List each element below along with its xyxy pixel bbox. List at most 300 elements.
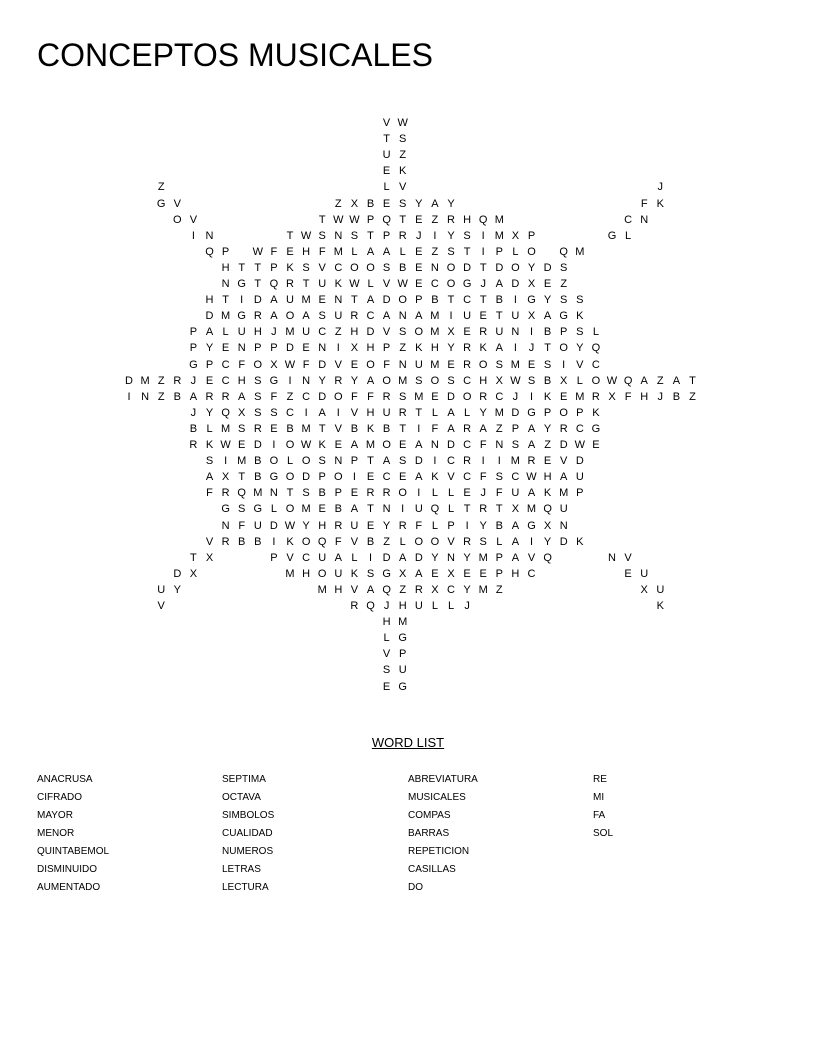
grid-letter: K	[334, 278, 342, 290]
grid-letter: D	[495, 261, 504, 274]
grid-letter: E	[382, 165, 391, 178]
grid-letter: C	[334, 261, 343, 274]
grid-letter: G	[607, 229, 617, 242]
grid-letter: M	[510, 455, 520, 468]
grid-letter: G	[237, 278, 246, 290]
grid-letter: X	[270, 358, 278, 371]
grid-letter: D	[447, 390, 455, 403]
grid-letter: I	[481, 229, 485, 242]
grid-letter: V	[205, 535, 214, 548]
grid-letter: Q	[205, 245, 214, 258]
grid-letter: R	[463, 422, 472, 435]
grid-letter: T	[463, 245, 471, 258]
grid-letter: G	[462, 278, 472, 290]
grid-letter: P	[576, 487, 584, 500]
grid-letter: E	[205, 374, 214, 387]
grid-letter: Q	[366, 600, 375, 612]
grid-letter: A	[511, 551, 520, 564]
grid-letter: Y	[479, 519, 487, 532]
grid-letter: R	[253, 310, 262, 323]
grid-letter: U	[382, 149, 391, 162]
grid-letter: U	[318, 551, 327, 564]
grid-letter: N	[430, 261, 439, 274]
grid-letter: X	[447, 567, 455, 580]
grid-letter: T	[383, 133, 390, 146]
grid-letter: S	[254, 374, 262, 387]
grid-letter: D	[253, 294, 262, 307]
word-item: MUSICALES	[408, 792, 466, 803]
grid-letter: A	[415, 439, 423, 451]
grid-letter: Q	[237, 487, 246, 500]
grid-letter: N	[334, 294, 343, 307]
grid-letter: Z	[286, 390, 294, 403]
grid-letter: C	[302, 390, 311, 403]
grid-letter: O	[446, 261, 456, 274]
word-item: SOL	[593, 828, 614, 839]
word-item: SIMBOLOS	[222, 810, 275, 821]
grid-letter: M	[575, 390, 585, 403]
grid-letter: S	[238, 503, 246, 516]
grid-letter: O	[382, 439, 391, 451]
grid-letter: Z	[157, 181, 165, 194]
grid-letter: L	[592, 326, 599, 339]
grid-letter: A	[543, 310, 552, 323]
grid-letter: E	[238, 439, 246, 451]
grid-letter: S	[382, 664, 391, 677]
grid-letter: R	[221, 535, 230, 548]
grid-letter: X	[350, 342, 359, 355]
grid-letter: S	[238, 422, 246, 435]
grid-letter: H	[302, 567, 311, 580]
grid-letter: T	[302, 278, 310, 290]
grid-letter: O	[366, 261, 375, 274]
grid-letter: E	[415, 213, 423, 226]
word-item: DO	[408, 882, 423, 893]
grid-letter: C	[624, 213, 633, 226]
grid-letter: M	[285, 567, 295, 580]
grid-letter: E	[270, 422, 278, 435]
word-item: DISMINUIDO	[37, 864, 97, 875]
grid-letter: B	[431, 294, 439, 307]
grid-letter: X	[447, 326, 455, 339]
grid-letter: W	[397, 278, 408, 290]
grid-letter: H	[543, 471, 552, 484]
grid-letter: N	[141, 390, 150, 403]
grid-letter: S	[318, 229, 326, 242]
grid-letter: R	[253, 422, 262, 435]
grid-letter: P	[560, 326, 568, 339]
grid-letter: O	[366, 358, 375, 371]
grid-letter: T	[238, 261, 246, 274]
grid-letter: P	[189, 326, 198, 339]
grid-letter: Z	[431, 213, 439, 226]
word-list-column-2	[222, 771, 274, 897]
grid-letter: D	[253, 439, 262, 451]
grid-letter: F	[640, 197, 648, 210]
grid-letter: V	[382, 117, 391, 129]
grid-letter: X	[560, 374, 568, 387]
grid-letter: C	[221, 358, 230, 371]
grid-letter: Y	[431, 551, 439, 564]
word-item: OCTAVA	[222, 792, 261, 803]
grid-letter: Y	[576, 342, 584, 355]
grid-letter: V	[350, 535, 359, 548]
grid-letter: S	[511, 439, 520, 451]
grid-letter: T	[479, 294, 487, 307]
word-item: MAYOR	[37, 810, 73, 821]
grid-letter: G	[382, 567, 391, 580]
grid-letter: H	[640, 390, 649, 403]
grid-letter: S	[479, 535, 487, 548]
grid-letter: W	[574, 439, 585, 451]
grid-letter: X	[350, 197, 359, 210]
grid-letter: D	[382, 551, 391, 564]
grid-letter: G	[398, 680, 407, 693]
grid-letter: A	[447, 406, 455, 419]
word-item: QUINTABEMOL	[37, 846, 110, 857]
grid-letter: D	[382, 294, 391, 307]
grid-letter: R	[463, 535, 472, 548]
grid-letter: B	[366, 535, 375, 548]
grid-letter: L	[431, 406, 438, 419]
grid-letter: O	[398, 294, 407, 307]
grid-letter: I	[401, 503, 405, 516]
grid-letter: I	[288, 374, 292, 387]
grid-letter: L	[625, 229, 632, 242]
word-item: SEPTIMA	[222, 774, 266, 785]
grid-letter: L	[351, 245, 358, 258]
grid-letter: A	[205, 326, 214, 339]
grid-letter: R	[334, 519, 343, 532]
grid-letter: R	[205, 390, 214, 403]
grid-letter: R	[414, 583, 423, 596]
grid-letter: F	[334, 535, 342, 548]
grid-letter: K	[399, 165, 407, 178]
grid-letter: S	[302, 261, 310, 274]
grid-letter: E	[431, 390, 439, 403]
grid-letter: G	[189, 358, 198, 371]
grid-letter: M	[414, 390, 424, 403]
grid-letter: E	[286, 245, 294, 258]
grid-letter: B	[495, 294, 503, 307]
grid-letter: C	[366, 310, 375, 323]
grid-letter: Y	[543, 535, 552, 548]
grid-letter: S	[560, 294, 568, 307]
grid-letter: B	[254, 455, 262, 468]
grid-letter: T	[367, 455, 374, 468]
grid-letter: B	[254, 471, 262, 484]
grid-letter: P	[350, 455, 359, 468]
grid-letter: S	[350, 229, 359, 242]
grid-letter: E	[624, 567, 632, 580]
grid-letter: U	[350, 519, 359, 532]
grid-letter: M	[478, 551, 488, 564]
word-item: RE	[593, 774, 607, 785]
grid-letter: B	[672, 390, 681, 403]
grid-letter: Q	[221, 406, 230, 419]
grid-letter: R	[463, 358, 472, 371]
grid-letter: M	[317, 583, 327, 596]
grid-letter: W	[333, 213, 344, 226]
grid-letter: A	[382, 455, 391, 468]
grid-letter: U	[575, 471, 584, 484]
grid-letter: B	[350, 422, 359, 435]
grid-letter: T	[399, 422, 407, 435]
grid-letter: I	[368, 551, 373, 564]
grid-letter: E	[479, 567, 487, 580]
grid-letter: O	[414, 535, 424, 548]
grid-letter: F	[479, 471, 487, 484]
grid-letter: N	[382, 503, 391, 516]
grid-letter: M	[301, 503, 311, 516]
grid-letter: W	[510, 374, 521, 387]
word-item: CUALIDAD	[222, 828, 273, 839]
grid-letter: W	[252, 245, 263, 258]
grid-letter: L	[399, 245, 406, 258]
grid-letter: S	[399, 455, 407, 468]
word-list-column-4	[593, 771, 613, 843]
grid-letter: L	[286, 455, 294, 468]
grid-letter: N	[495, 439, 504, 451]
grid-letter: K	[576, 535, 584, 548]
grid-letter: T	[238, 471, 246, 484]
grid-letter: A	[447, 422, 455, 435]
grid-letter: U	[511, 310, 520, 323]
grid-letter: S	[576, 326, 584, 339]
grid-letter: E	[592, 439, 600, 451]
grid-letter: N	[447, 551, 455, 564]
grid-letter: Z	[689, 390, 696, 403]
grid-letter: S	[254, 390, 262, 403]
grid-letter: N	[511, 326, 520, 339]
grid-letter: H	[221, 261, 230, 274]
grid-letter: O	[430, 535, 440, 548]
grid-letter: B	[173, 390, 181, 403]
grid-letter: X	[527, 310, 536, 323]
grid-letter: R	[286, 278, 294, 290]
grid-letter: T	[222, 294, 229, 307]
grid-letter: N	[334, 229, 343, 242]
grid-letter: R	[398, 519, 407, 532]
grid-letter: F	[238, 519, 246, 532]
grid-letter: X	[640, 583, 648, 596]
grid-letter: F	[415, 519, 423, 532]
grid-letter: W	[300, 439, 312, 451]
grid-letter: T	[318, 422, 326, 435]
grid-letter: R	[559, 422, 568, 435]
grid-letter: K	[543, 487, 552, 500]
grid-letter: G	[269, 374, 279, 387]
grid-letter: R	[350, 310, 359, 323]
grid-letter: B	[382, 422, 391, 435]
grid-letter: D	[173, 567, 182, 580]
grid-letter: X	[221, 471, 230, 484]
grid-letter: C	[575, 422, 584, 435]
grid-letter: L	[431, 487, 438, 500]
grid-letter: L	[351, 551, 358, 564]
grid-letter: E	[366, 471, 375, 484]
grid-letter: M	[526, 503, 537, 516]
grid-letter: G	[156, 197, 166, 210]
grid-letter: K	[205, 439, 214, 451]
grid-letter: E	[415, 278, 423, 290]
grid-letter: N	[269, 487, 278, 500]
grid-letter: J	[528, 342, 535, 355]
grid-letter: J	[271, 326, 277, 339]
grid-letter: I	[272, 535, 276, 548]
grid-letter: A	[511, 535, 520, 548]
grid-letter: F	[479, 439, 487, 451]
grid-letter: T	[254, 261, 262, 274]
grid-letter: S	[576, 294, 584, 307]
grid-letter: O	[334, 390, 343, 403]
grid-letter: C	[447, 583, 455, 596]
grid-letter: X	[399, 567, 407, 580]
grid-letter: P	[382, 229, 391, 242]
grid-letter: L	[512, 245, 519, 258]
grid-letter: M	[253, 487, 263, 500]
grid-letter: I	[529, 390, 534, 403]
grid-letter: A	[318, 406, 326, 419]
grid-letter: A	[495, 342, 503, 355]
grid-letter: R	[366, 487, 375, 500]
grid-letter: M	[237, 455, 247, 468]
grid-letter: M	[285, 326, 295, 339]
grid-letter: W	[349, 213, 360, 226]
grid-letter: Y	[318, 374, 326, 387]
grid-letter: F	[624, 390, 632, 403]
grid-letter: G	[527, 519, 536, 532]
grid-letter: L	[270, 503, 277, 516]
grid-letter: P	[189, 342, 198, 355]
grid-letter: A	[382, 245, 391, 258]
grid-letter: A	[640, 374, 648, 387]
grid-letter: P	[366, 213, 375, 226]
grid-letter: O	[559, 406, 568, 419]
grid-letter: S	[527, 374, 536, 387]
grid-letter: U	[318, 278, 327, 290]
grid-letter: G	[269, 471, 279, 484]
grid-letter: L	[464, 406, 471, 419]
grid-letter: L	[399, 535, 406, 548]
grid-letter: W	[284, 358, 296, 371]
grid-letter: E	[366, 519, 375, 532]
grid-letter: K	[318, 439, 326, 451]
grid-letter: D	[318, 390, 327, 403]
grid-letter: Q	[269, 278, 279, 290]
grid-letter: D	[318, 358, 327, 371]
grid-letter: P	[543, 406, 552, 419]
grid-letter: J	[657, 181, 664, 194]
word-item: FA	[593, 810, 606, 821]
grid-letter: J	[190, 406, 197, 419]
grid-letter: G	[398, 632, 407, 645]
grid-letter: S	[415, 374, 423, 387]
grid-letter: P	[270, 342, 278, 355]
grid-letter: J	[464, 600, 470, 612]
grid-letter: E	[318, 294, 326, 307]
grid-letter: R	[350, 600, 359, 612]
grid-letter: Y	[527, 261, 536, 274]
grid-letter: P	[318, 471, 326, 484]
grid-letter: T	[286, 487, 294, 500]
grid-letter: A	[415, 567, 423, 580]
grid-letter: Y	[302, 519, 310, 532]
grid-letter: T	[463, 503, 471, 516]
grid-letter: A	[189, 390, 198, 403]
grid-letter: C	[511, 471, 520, 484]
grid-letter: S	[399, 390, 407, 403]
grid-letter: N	[237, 342, 246, 355]
grid-letter: K	[479, 342, 487, 355]
grid-letter: V	[334, 422, 342, 435]
grid-letter: T	[190, 551, 197, 564]
grid-letter: O	[559, 342, 568, 355]
grid-letter: X	[608, 390, 616, 403]
grid-letter: O	[173, 213, 182, 226]
grid-letter: U	[382, 406, 391, 419]
grid-letter: A	[527, 439, 536, 451]
grid-letter: T	[479, 261, 487, 274]
grid-letter: O	[285, 471, 295, 484]
grid-letter: G	[253, 503, 263, 516]
grid-letter: R	[479, 326, 488, 339]
grid-letter: D	[543, 261, 552, 274]
grid-letter: Q	[591, 342, 601, 355]
word-item: ABREVIATURA	[408, 774, 478, 785]
grid-letter: I	[562, 358, 566, 371]
grid-letter: H	[366, 342, 375, 355]
grid-letter: H	[398, 600, 407, 612]
grid-letter: Z	[157, 374, 165, 387]
grid-letter: M	[575, 245, 585, 258]
grid-letter: T	[447, 294, 455, 307]
grid-letter: B	[366, 197, 375, 210]
grid-letter: A	[399, 551, 407, 564]
grid-letter: P	[334, 487, 342, 500]
grid-letter: V	[399, 181, 407, 194]
grid-letter: P	[447, 519, 455, 532]
grid-letter: K	[656, 600, 664, 612]
grid-letter: E	[543, 278, 552, 290]
grid-letter: R	[382, 487, 391, 500]
grid-letter: Y	[350, 374, 359, 387]
grid-letter: S	[318, 310, 326, 323]
grid-letter: J	[383, 600, 390, 612]
grid-letter: D	[269, 519, 278, 532]
grid-letter: A	[270, 294, 278, 307]
grid-letter: A	[495, 278, 503, 290]
grid-letter: R	[398, 229, 407, 242]
grid-letter: Q	[478, 213, 488, 226]
grid-letter: K	[543, 390, 552, 403]
grid-letter: M	[559, 487, 569, 500]
grid-letter: N	[640, 213, 649, 226]
grid-letter: Q	[543, 551, 552, 564]
grid-letter: Z	[544, 439, 551, 451]
grid-letter: I	[497, 455, 501, 468]
grid-letter: Q	[382, 583, 391, 596]
grid-letter: K	[366, 422, 375, 435]
grid-letter: D	[125, 374, 133, 387]
grid-letter: T	[544, 342, 551, 355]
grid-letter: I	[481, 455, 485, 468]
grid-letter: F	[367, 390, 374, 403]
grid-letter: X	[431, 583, 439, 596]
grid-letter: E	[350, 358, 359, 371]
grid-letter: M	[494, 229, 504, 242]
grid-letter: H	[366, 406, 375, 419]
